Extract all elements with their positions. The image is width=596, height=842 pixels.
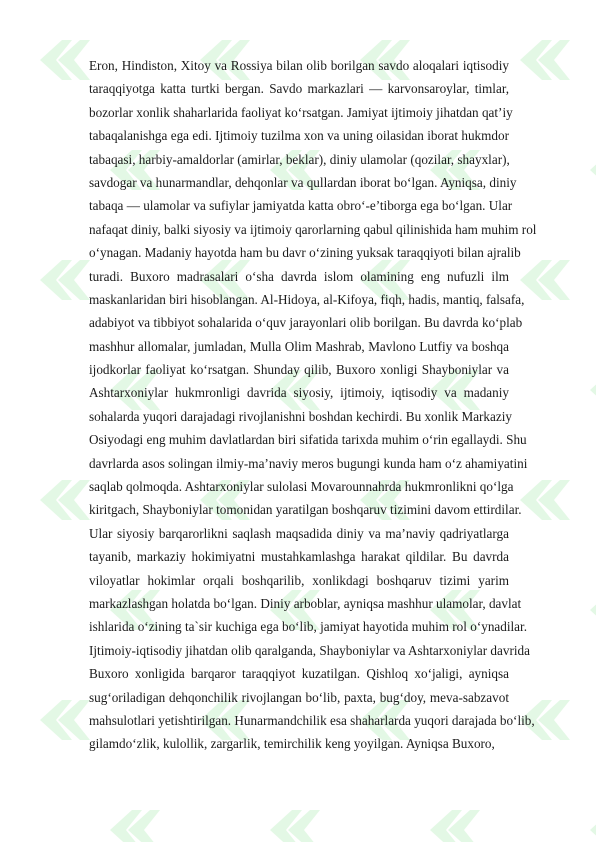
text-line: ijodkorlar faoliyat ko‘rsatgan. Shunday qilib, Buxoro xonligi Shayboniylar va bbox=[89, 362, 509, 378]
text-line: o‘ynagan. Madaniy hayotda ham bu davr o‘zining yuksak taraqqiyoti bilan ajralib bbox=[89, 245, 521, 261]
text-line: Buxoro xonligida barqaror taraqqiyot kuzatilgan. Qishloq xo‘jaligi, ayniqsa bbox=[89, 666, 509, 682]
text-line: sug‘oriladigan dehqonchilik rivojlangan bo‘lib, paxta, bug‘doy, meva-sabzavot bbox=[89, 689, 509, 705]
document-body bbox=[89, 54, 537, 756]
text-line: saqlab qolmoqda. Ashtarxoniylar sulolasi Movarounnahrda hukmronlikni qo‘lga bbox=[89, 479, 514, 495]
text-line: mashhur allomalar, jumladan, Mulla Olim Mashrab, Mavlono Lutfiy va boshqa bbox=[89, 338, 509, 354]
text-line: viloyatlar hokimlar orqali boshqarilib, xonlikdagi boshqaruv tizimi yarim bbox=[89, 572, 509, 588]
watermark-arrow-icon bbox=[590, 150, 596, 190]
text-line: Eron, Hindiston, Xitoy va Rossiya bilan olib borilgan savdo aloqalari iqtisodiy bbox=[89, 58, 509, 73]
watermark-arrow-icon bbox=[590, 370, 596, 410]
text-line: Ashtarxoniylar hukmronligi davrida siyosiy, ijtimoiy, iqtisodiy va madaniy bbox=[89, 385, 509, 401]
watermark-arrow-icon bbox=[110, 810, 160, 842]
text-line: mahsulotlari yetishtirilgan. Hunarmandchilik esa shaharlarda yuqori darajada bo‘lib, bbox=[89, 712, 535, 728]
text-line: kiritgach, Shayboniylar tomonidan yaratilgan boshqaruv tizimini davom ettirdilar. bbox=[89, 502, 522, 518]
watermark-arrow-icon bbox=[40, 700, 90, 740]
watermark-arrow-icon bbox=[520, 40, 570, 80]
text-line: tayanib, markaziy hokimiyatni mustahkamlashga harakat qildilar. Bu davrda bbox=[89, 549, 509, 565]
text-line: maskanlaridan biri hisoblangan. Al-Hidoya, al-Kifoya, fiqh, hadis, mantiq, falsafa, bbox=[89, 291, 525, 307]
watermark-arrow-icon bbox=[430, 810, 480, 842]
text-line: Ular siyosiy barqarorlikni saqlash maqsadida diniy va ma’naviy qadriyatlarga bbox=[89, 525, 509, 541]
text-line: Osiyodagi eng muhim davlatlardan biri sifatida tarixda muhim o‘rin egallaydi. Shu bbox=[89, 432, 527, 448]
text-line: nafaqat diniy, balki siyosiy va ijtimoiy qarorlarning qabul qilinishida ham muhim rol bbox=[89, 221, 537, 237]
text-line: turadi. Buxoro madrasalari o‘sha davrda islom olamining eng nufuzli ilm bbox=[89, 268, 509, 284]
watermark-arrow-icon bbox=[40, 260, 90, 300]
watermark-arrow-icon bbox=[520, 260, 570, 300]
text-line: bozorlar xonlik shaharlarida faoliyat ko‘rsatgan. Jamiyat ijtimoiy jihatdan qat’iy bbox=[89, 104, 513, 120]
watermark-arrow-icon bbox=[40, 40, 90, 80]
text-line: ishlarida o‘zining ta`sir kuchiga ega bo‘lib, jamiyat hayotida muhim rol o‘ynadilar. bbox=[89, 619, 528, 635]
watermark-arrow-icon bbox=[590, 590, 596, 630]
text-line: sohalarda yuqori darajadagi rivojlanishni boshdan kechirdi. Bu xonlik Markaziy bbox=[89, 408, 512, 424]
text-line: markazlashgan holatda bo‘lgan. Diniy arboblar, ayniqsa mashhur ulamolar, davlat bbox=[89, 595, 522, 611]
text-line: davrlarda asos solingan ilmiy-ma’naviy meros bugungi kunda ham o‘z ahamiyatini bbox=[89, 455, 528, 471]
text-line: tabaqasi, harbiy-amaldorlar (amirlar, beklar), diniy ulamolar (qozilar, shayxlar), bbox=[89, 151, 510, 167]
text-line: tabaqalanishga ega edi. Ijtimoiy tuzilma xon va uning oilasidan iborat hukmdor bbox=[89, 128, 509, 144]
watermark-arrow-icon bbox=[40, 480, 90, 520]
watermark-arrow-icon bbox=[270, 810, 320, 842]
text-line: gilamdo‘zlik, kulollik, zargarlik, temirchilik keng yoyilgan. Ayniqsa Buxoro, bbox=[89, 736, 495, 752]
watermark-arrow-icon bbox=[520, 480, 570, 520]
watermark-arrow-icon bbox=[590, 810, 596, 842]
text-line: taraqqiyotga katta turtki bergan. Savdo markazlari — karvonsaroylar, timlar, bbox=[89, 81, 509, 97]
text-line: tabaqa — ulamolar va sufiylar jamiyatda katta obro‘-e’tiborga ega bo‘lgan. Ular bbox=[89, 198, 513, 214]
text-line: Ijtimoiy-iqtisodiy jihatdan olib qaralganda, Shayboniylar va Ashtarxoniylar davrida bbox=[89, 642, 530, 658]
text-line: savdogar va hunarmandlar, dehqonlar va qullardan iborat bo‘lgan. Ayniqsa, diniy bbox=[89, 174, 517, 190]
text-line: adabiyot va tibbiyot sohalarida o‘quv jarayonlari olib borilgan. Bu davrda ko‘plab bbox=[89, 315, 523, 331]
